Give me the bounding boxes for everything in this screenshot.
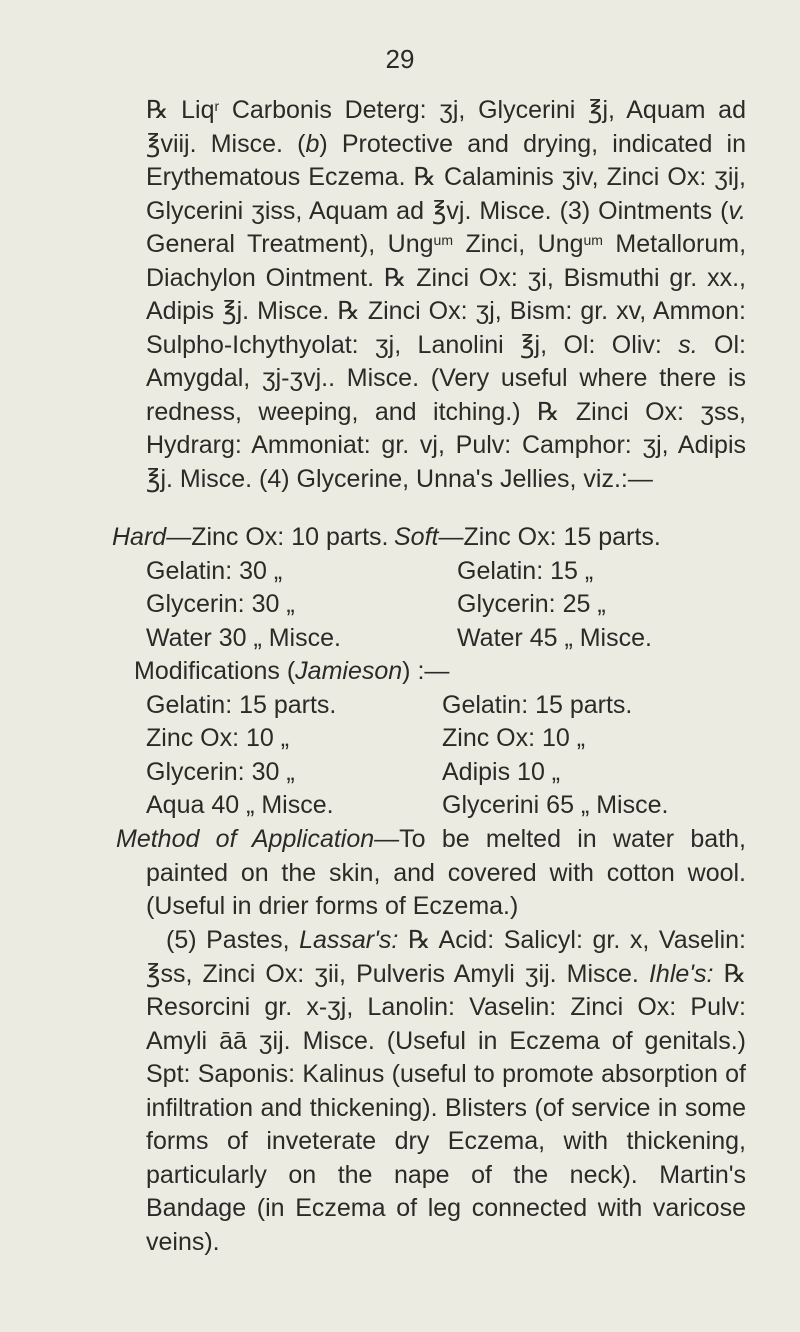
recipe-row: [112, 622, 772, 656]
modifications-heading: [112, 655, 772, 689]
text-run: Modifications (: [134, 657, 296, 685]
text-run: ) Protective and drying, indicated in Erythematous Eczema. ℞ Calaminis ʒiv, Zinci Ox: ʒij, Glycerini ʒiss, Aquam ad ℥vj. Misce. (3) Ointments (: [146, 129, 746, 225]
mod-row: [112, 756, 772, 790]
text-run: Metallorum, Diachylon Ointment. ℞ Zinci Ox: ʒi, Bismuthi gr. xx., Adipis ℥j. Misce. ℞ Zinci Ox: ʒj, Bism: gr. xv, Ammon: Sulpho-Ichythyolat: ʒj, Lanolini ℥j, Ol: Oliv:: [146, 230, 747, 359]
italic-run: Ihle's:: [648, 959, 714, 988]
paragraph-prescriptions: [146, 94, 746, 496]
jellies-recipes: [112, 521, 772, 823]
text-run: —To be melted in water bath, painted on the skin, and covered with cotton wool. (Useful in drier forms of Eczema.): [146, 825, 746, 920]
text-run: ℞ Acid: Salicyl: gr. x, Vaselin: ℥ss, Zinci Ox: ʒii, Pulveris Amyli ʒij. Misce.: [146, 926, 746, 988]
mod-cell: Glycerini 65 „ Misce.: [442, 791, 669, 819]
text-run: ℞ Liq: [146, 96, 215, 124]
hard-recipe-head: [112, 521, 388, 555]
recipe-cell: Glycerin: 30 „: [146, 590, 295, 618]
text-run: Carbonis Deterg: ʒj, Glycerini ℥j, Aquam ad ℥viij. Misce. (: [146, 96, 746, 158]
paragraph-pastes: [146, 924, 746, 1259]
modifications-author: Jamieson: [295, 657, 403, 685]
body-text-method: [116, 823, 746, 924]
superscript: r: [214, 98, 220, 114]
italic-run: s.: [678, 330, 698, 359]
method-heading: Method of Application: [116, 825, 375, 853]
recipe-cell: Gelatin: 30 „: [146, 556, 283, 585]
mod-row: [112, 689, 772, 723]
mod-cell: Aqua 40 „ Misce.: [146, 791, 334, 819]
text-run: ℞ Resorcini gr. x-ʒj, Lanolin: Vaselin: Zinci Ox: Pulv: Amyli āā ʒij. Misce. (Useful in Eczema of genitals.) Spt: Saponis: Kalinus (useful to promote absorption of infiltration and thickening). Blisters (of service in some forms of inveterate dry Eczema, with thickening, particularly on the nape of the neck). Martin's Bandage (in Eczema of leg connected with varicose veins).: [146, 959, 746, 1256]
text-run: Zinci, Ung: [453, 230, 584, 258]
body-text-top: [146, 94, 746, 496]
recipe-cell: Water 45 „ Misce.: [457, 623, 652, 652]
soft-label: Soft: [394, 523, 439, 551]
mod-cell: Glycerin: 30 „: [146, 757, 295, 786]
paragraph-method: [116, 823, 746, 924]
italic-run: b: [305, 129, 320, 158]
mod-cell: Zinc Ox: 10 „: [442, 724, 586, 752]
recipe-cell: Glycerin: 25 „: [457, 590, 606, 618]
page-number: 29: [385, 44, 415, 74]
recipe-header-row: [112, 521, 772, 555]
italic-run: Lassar's:: [299, 926, 399, 954]
text-run: (5) Pastes,: [166, 926, 300, 954]
mod-cell: Zinc Ox: 10 „: [146, 724, 290, 752]
hard-label: Hard: [112, 523, 167, 551]
text-run: Ol: Amygdal, ʒj-ʒvj.. Misce. (Very useful where there is redness, weeping, and itching.) ℞ Zinci Ox: ʒss, Hydrarg: Ammoniat: gr. vj, Pulv: Camphor: ʒj, Adipis ℥j. Misce. (4) Glycerine, Unna's Jellies, viz.:—: [146, 330, 746, 493]
text-run: ) :—: [402, 657, 450, 685]
mod-row: [112, 789, 772, 823]
soft-recipe-head: [394, 521, 661, 555]
mod-cell: Gelatin: 15 parts.: [146, 690, 337, 719]
mod-row: [112, 722, 772, 756]
text-run: General Treatment), Ung: [146, 230, 434, 258]
hard-rest: —Zinc Ox: 10 parts.: [166, 523, 389, 551]
mod-cell: Gelatin: 15 parts.: [442, 690, 633, 719]
mod-cell: Adipis 10 „: [442, 757, 561, 786]
recipe-row: [112, 555, 772, 589]
superscript: um: [583, 232, 603, 248]
body-text-pastes: [146, 924, 746, 1259]
superscript: um: [433, 232, 453, 248]
recipe-cell: Water 30 „ Misce.: [146, 623, 341, 652]
modifications-heading-text: [134, 655, 449, 689]
recipe-row: [112, 588, 772, 622]
recipe-cell: Gelatin: 15 „: [457, 556, 594, 585]
soft-rest: —Zinc Ox: 15 parts.: [438, 523, 661, 551]
italic-run: v.: [728, 196, 746, 225]
